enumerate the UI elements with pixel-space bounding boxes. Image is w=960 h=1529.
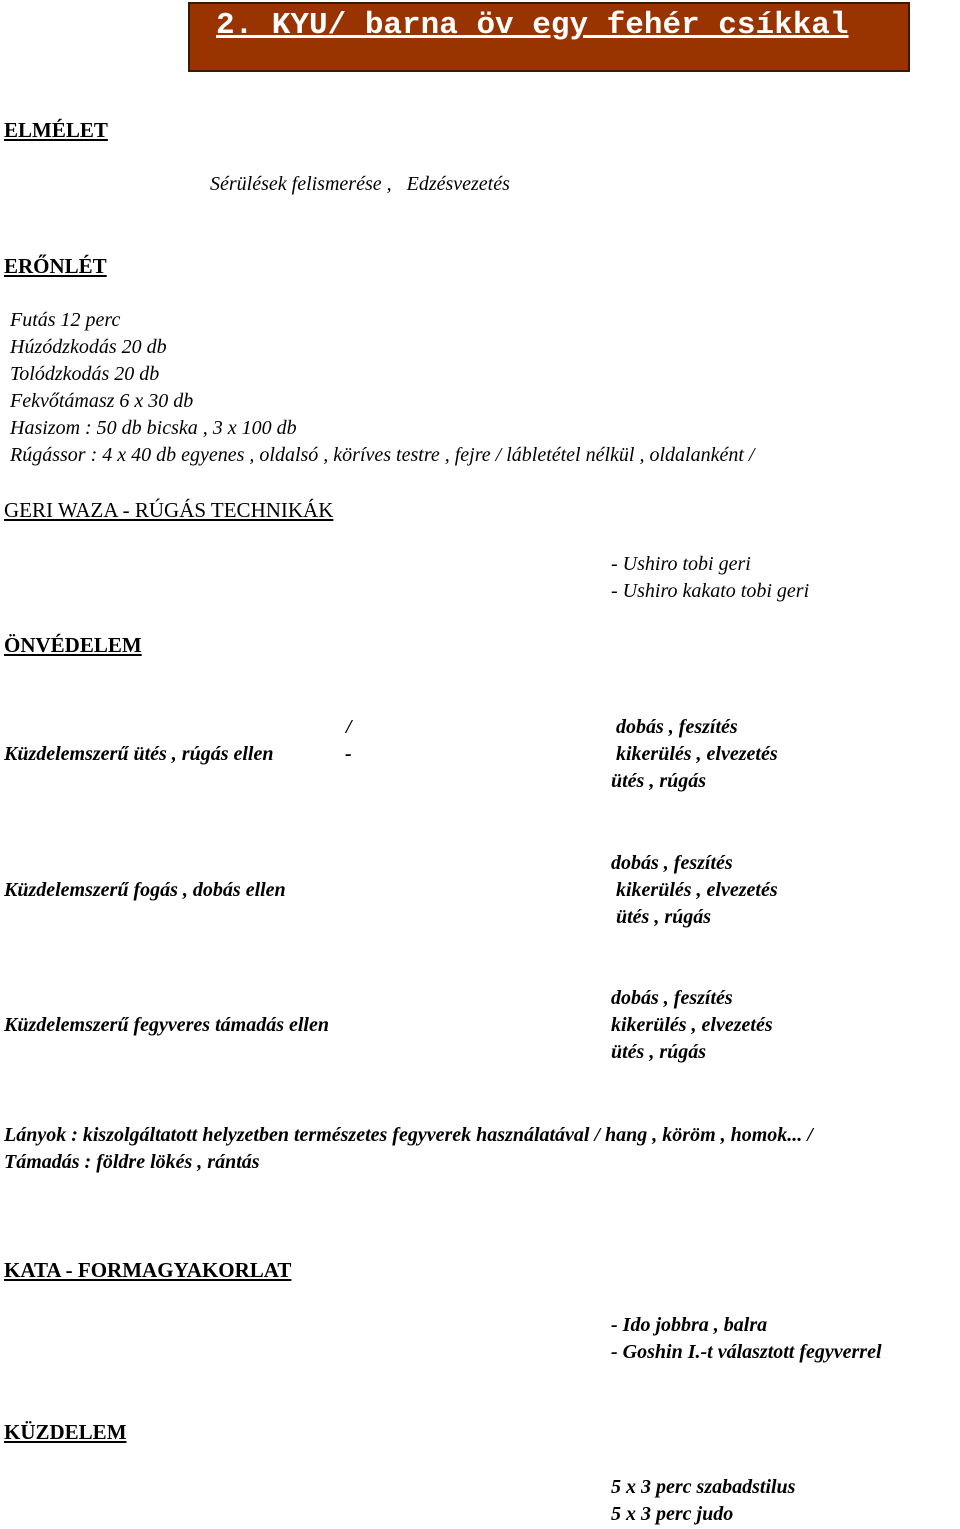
list-item: - Goshin I.-t választott fegyverrel — [611, 1341, 882, 1363]
list-item: - Ido jobbra , balra — [611, 1314, 768, 1336]
section-heading-kuzdelem: KÜZDELEM — [4, 1420, 127, 1444]
kuzdelem-list — [611, 1474, 795, 1528]
list-item: Rúgássor : 4 x 40 db egyenes , oldalsó , köríves testre , fejre / lábletétel nélkül , oldalanként / — [10, 444, 755, 466]
block-label: Küzdelemszerű fegyveres támadás ellen — [4, 1014, 329, 1036]
list-item: - Ushiro tobi geri — [611, 553, 751, 575]
list-item: - Ushiro kakato tobi geri — [611, 580, 810, 602]
block-label: Küzdelemszerű fogás , dobás ellen — [4, 879, 286, 901]
block-item: kikerülés , elvezetés — [616, 743, 778, 765]
block-item: kikerülés , elvezetés — [611, 1014, 773, 1036]
block-item: dobás , feszítés — [611, 852, 733, 874]
page-title: 2. KYU/ barna öv egy fehér csíkkal — [216, 8, 849, 43]
title-banner — [188, 2, 910, 72]
elmelet-text: Sérülések felismerése , Edzésvezetés — [210, 173, 510, 195]
eronlet-list — [10, 307, 754, 469]
block-item: ütés , rúgás — [616, 906, 712, 928]
block-item: ütés , rúgás — [611, 770, 707, 792]
list-item: 5 x 3 perc szabadstilus — [611, 1476, 796, 1498]
block-item: ütés , rúgás — [611, 1041, 707, 1063]
section-heading-kata: KATA - FORMAGYAKORLAT — [4, 1258, 292, 1282]
slash-mark: / — [346, 716, 352, 738]
geri-waza-list — [611, 551, 809, 605]
section-heading-onvedelem: ÖNVÉDELEM — [4, 633, 142, 657]
section-heading-elmelet: ELMÉLET — [4, 118, 108, 142]
list-item: Tolódzkodás 20 db — [10, 363, 160, 385]
list-item: Húzódzkodás 20 db — [10, 336, 167, 358]
dash-mark: - — [345, 743, 352, 765]
section-heading-eronlet: ERŐNLÉT — [4, 254, 107, 278]
onvedelem-notes — [4, 1122, 813, 1176]
list-item: Futás 12 perc — [10, 309, 121, 331]
list-item: 5 x 3 perc judo — [611, 1503, 734, 1525]
kata-list — [611, 1312, 882, 1366]
list-item: Hasizom : 50 db bicska , 3 x 100 db — [10, 417, 297, 439]
section-heading-geri-waza: GERI WAZA - RÚGÁS TECHNIKÁK — [4, 498, 334, 522]
note-line: Lányok : kiszolgáltatott helyzetben természetes fegyverek használatával / hang , köröm , homok... / — [4, 1124, 813, 1146]
block-item: dobás , feszítés — [611, 987, 733, 1009]
list-item: Fekvőtámasz 6 x 30 db — [10, 390, 194, 412]
note-line: Támadás : földre lökés , rántás — [4, 1151, 260, 1173]
block-label: Küzdelemszerű ütés , rúgás ellen — [4, 743, 274, 765]
block-item: dobás , feszítés — [616, 716, 738, 738]
block-item: kikerülés , elvezetés — [616, 879, 778, 901]
